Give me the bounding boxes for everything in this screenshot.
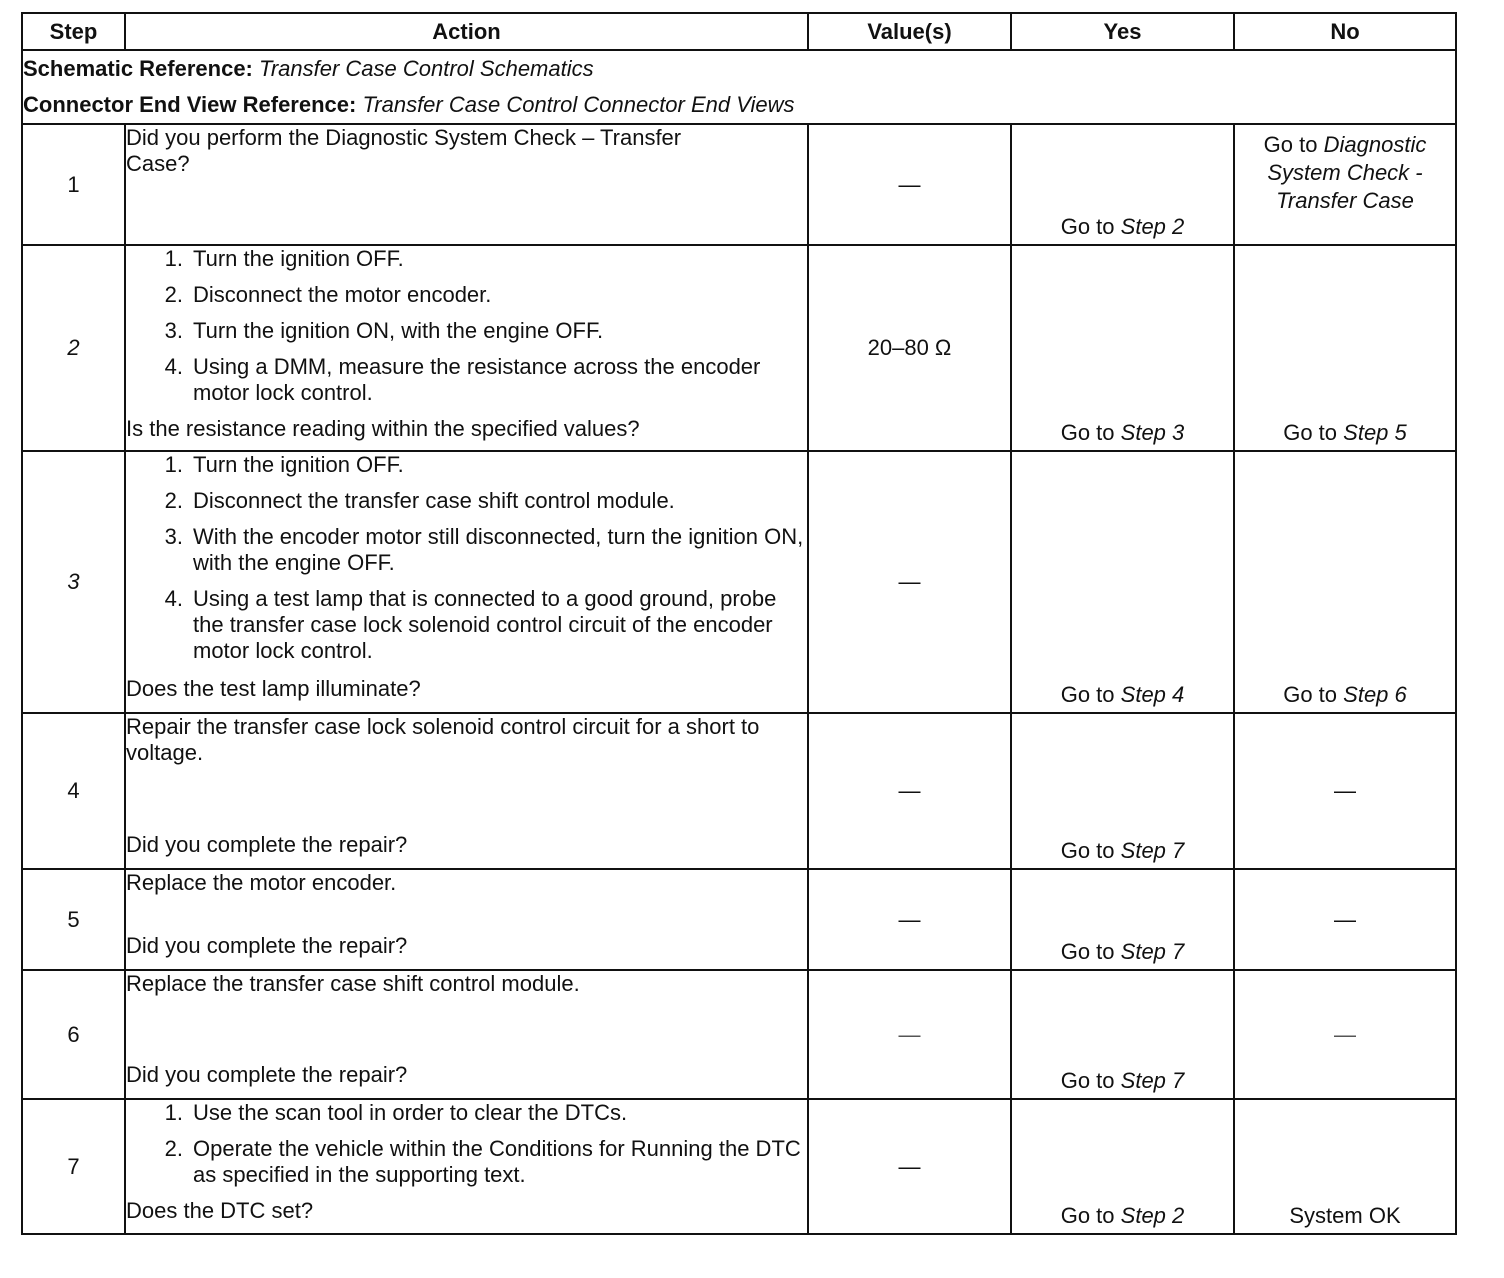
yes-goto: Go to Step 3: [1060, 420, 1185, 445]
no-goto: Go to Step 5: [1283, 420, 1407, 445]
header-row: [22, 13, 1456, 50]
question: Is the resistance reading within the specified values?: [126, 416, 640, 441]
action-cell: [125, 245, 808, 451]
list-item: 2. Operate the vehicle within the Conditions for Running the DTC as specified in the supporting text.: [164, 1136, 801, 1187]
no-cell: —: [1234, 869, 1456, 970]
yes-cell: [1011, 124, 1234, 245]
list-item: 1. Turn the ignition OFF.: [164, 452, 404, 477]
no-cell: [1234, 124, 1456, 245]
header-values: Value(s): [808, 13, 1011, 50]
table-row: [22, 1099, 1456, 1234]
yes-goto: Go to Step 7: [1060, 939, 1185, 964]
yes-goto: Go to Step 2: [1060, 1203, 1185, 1228]
connector-reference: Connector End View Reference: Transfer Case Control Connector End Views: [23, 92, 795, 117]
header-step: Step: [22, 13, 125, 50]
step-number: 6: [22, 970, 125, 1099]
yes-cell: [1011, 245, 1234, 451]
yes-goto: Go to Step 7: [1060, 838, 1185, 863]
question: Does the test lamp illuminate?: [126, 676, 421, 701]
action-cell: [125, 1099, 808, 1234]
action-cell: Did you perform the Diagnostic System Check – Transfer Case?: [125, 124, 808, 245]
header-action: Action: [125, 13, 808, 50]
value-cell: —: [808, 869, 1011, 970]
question: Did you complete the repair?: [126, 933, 408, 958]
action-cell: [125, 451, 808, 713]
step-number: 1: [22, 124, 125, 245]
yes-cell: [1011, 869, 1234, 970]
question: Did you complete the repair?: [126, 832, 408, 857]
list-item: 3. Turn the ignition ON, with the engine OFF.: [164, 318, 604, 343]
value-cell: —: [808, 451, 1011, 713]
question: Does the DTC set?: [126, 1198, 314, 1223]
value-cell: 20–80 Ω: [808, 245, 1011, 451]
schematic-reference: Schematic Reference: Transfer Case Control Schematics: [23, 56, 594, 81]
yes-cell: [1011, 970, 1234, 1099]
no-result: System OK: [1289, 1203, 1401, 1228]
yes-goto: Go to Step 7: [1060, 1068, 1185, 1093]
question: Did you complete the repair?: [126, 1062, 408, 1087]
yes-cell: [1011, 451, 1234, 713]
list-item: 3. With the encoder motor still disconnected, turn the ignition ON, with the engine OFF.: [164, 524, 804, 575]
table-row: [22, 869, 1456, 970]
list-item: 4. Using a test lamp that is connected to a good ground, probe the transfer case lock solenoid control circuit of the encoder motor lock control.: [164, 586, 777, 663]
no-cell: —: [1234, 970, 1456, 1099]
step-number: 7: [22, 1099, 125, 1234]
value-cell: —: [808, 713, 1011, 869]
table-row: [22, 713, 1456, 869]
table-row: [22, 970, 1456, 1099]
step-number: 4: [22, 713, 125, 869]
value-cell: —: [808, 124, 1011, 245]
table-row: [22, 124, 1456, 245]
yes-cell: [1011, 713, 1234, 869]
header-yes: Yes: [1011, 13, 1234, 50]
list-item: 1. Turn the ignition OFF.: [164, 246, 404, 271]
step-number: 5: [22, 869, 125, 970]
list-item: 2. Disconnect the transfer case shift control module.: [164, 488, 675, 513]
value-cell: —: [808, 1099, 1011, 1234]
list-item: 2. Disconnect the motor encoder.: [164, 282, 492, 307]
no-cell: [1234, 245, 1456, 451]
no-goto: Go to Step 6: [1283, 682, 1407, 707]
step-number: 3: [22, 451, 125, 713]
list-item: 4. Using a DMM, measure the resistance across the encoder motor lock control.: [164, 354, 761, 405]
no-cell: —: [1234, 713, 1456, 869]
list-item: 1. Use the scan tool in order to clear the DTCs.: [164, 1100, 628, 1125]
reference-row: [22, 50, 1456, 124]
action-cell: Replace the transfer case shift control module. Did you complete the repair?: [125, 970, 808, 1099]
yes-cell: [1011, 1099, 1234, 1234]
table-row: [22, 451, 1456, 713]
no-cell: [1234, 1099, 1456, 1234]
header-no: No: [1234, 13, 1456, 50]
yes-goto: Go to Step 2: [1060, 214, 1185, 239]
step-number: 2: [22, 245, 125, 451]
table-row: [22, 245, 1456, 451]
no-cell: [1234, 451, 1456, 713]
diagnostic-table: [21, 12, 1457, 1235]
yes-goto: Go to Step 4: [1060, 682, 1185, 707]
action-cell: Repair the transfer case lock solenoid control circuit for a short to voltage. Did you complete the repair?: [125, 713, 808, 869]
value-cell: —: [808, 970, 1011, 1099]
no-goto: Go to Diagnostic System Check - Transfer Case: [1263, 132, 1427, 213]
action-cell: Replace the motor encoder. Did you complete the repair?: [125, 869, 808, 970]
